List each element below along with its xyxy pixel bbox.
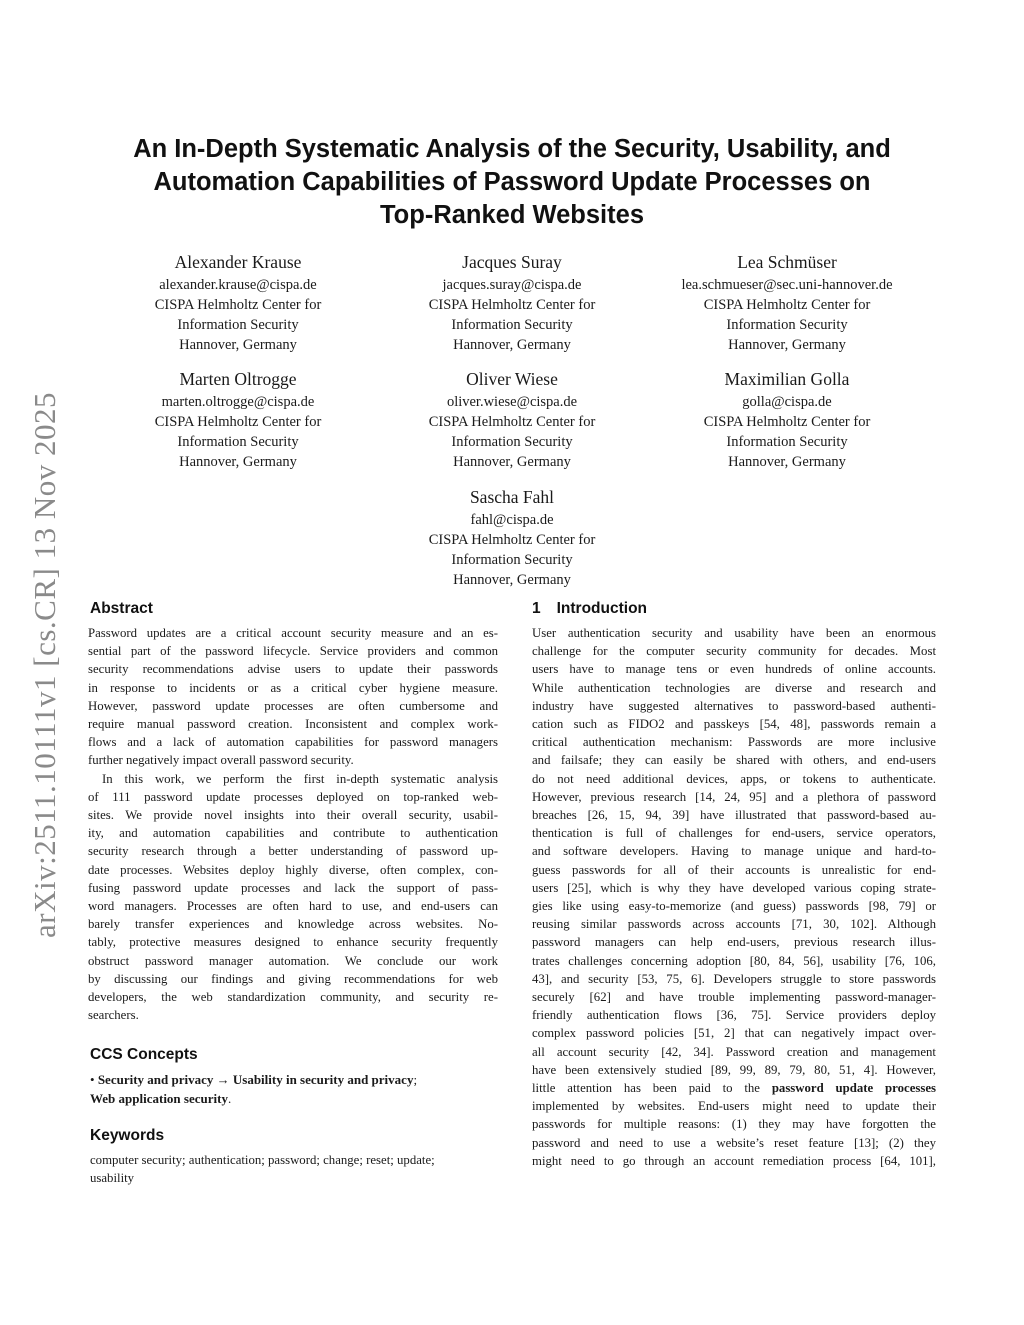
text-line: thentication is full of challenges for end-users, service operators, <box>532 826 936 841</box>
text-line-with-emphasis <box>532 1079 936 1097</box>
text-fragment: little attention has been paid to the <box>532 1081 760 1096</box>
text-line: tably, protective measures designed to enhance security frequently <box>88 935 498 950</box>
text-line: ity, and automation capabilities and contribute to authentication <box>88 826 498 841</box>
text-line: flows and a lack of automation capabilities for password managers <box>88 735 498 750</box>
text-line: breaches [26, 15, 94, 39] have illustrated that password-based au- <box>532 808 936 823</box>
text-line: sential part of the password lifecycle. Service providers and common <box>88 644 498 659</box>
author-name: Alexander Krause <box>174 252 302 272</box>
text-line: word managers. Processes are often hard to use, and end-users can <box>88 899 498 914</box>
keywords-line: computer security; authentication; password; change; reset; update; <box>90 1153 435 1167</box>
ccs-end: . <box>227 1091 232 1106</box>
text-line: users have to manage tens or even hundreds of online accounts. <box>532 662 936 677</box>
author-name: Maximilian Golla <box>724 369 850 389</box>
text-line: While authentication technologies are diverse and research and <box>532 680 936 695</box>
text-line: security research through a better understanding of password up- <box>88 844 498 859</box>
text-line: have been extensively studied [89, 99, 89, 79, 80, 51, 4]. However, <box>532 1062 936 1077</box>
text-line: by discussing our findings and giving recommendations for web <box>88 971 498 986</box>
text-line: password managers can help end-users, previous research illus- <box>532 935 936 950</box>
author-location: Hannover, Germany <box>179 454 297 470</box>
author-location: Hannover, Germany <box>453 337 571 353</box>
keywords-heading: Keywords <box>90 1127 165 1144</box>
keywords-line: usability <box>90 1171 135 1186</box>
title-line: Automation Capabilities of Password Update Processes on <box>153 168 871 196</box>
text-line: obstruct password manager automation. We conclude our work <box>88 953 498 968</box>
text-line: User authentication security and usability have been an enormous <box>532 626 936 640</box>
author-affiliation: Information Security <box>177 434 299 450</box>
text-line: cation such as FIDO2 and passkeys [54, 48], passwords remain a <box>532 717 936 732</box>
ccs-concept: Usability in security and privacy <box>232 1072 414 1087</box>
text-line: of 111 password update processes deployed on top-ranked web- <box>88 789 498 804</box>
author-affiliation: Information Security <box>451 552 573 568</box>
text-line: guess passwords for all of their accounts is unrealistic for end- <box>532 862 936 877</box>
text-line: reusing similar passwords across accounts [71, 30, 102]. Although <box>532 917 936 932</box>
text-line: in response to incidents or as a critical cyber hygiene measure. <box>88 680 498 695</box>
ccs-concepts <box>90 1070 500 1108</box>
text-line: security recommendations advise users to update their passwords <box>88 662 498 677</box>
author-name: Jacques Suray <box>462 252 562 272</box>
arxiv-identifier: arXiv:2511.10111v1 [cs.CR] 13 Nov 2025 <box>27 392 62 938</box>
text-line: further negatively impact overall password security. <box>88 753 354 768</box>
title-line: An In-Depth Systematic Analysis of the Security, Usability, and <box>133 135 891 163</box>
emphasis-phrase: password update processes <box>771 1081 936 1096</box>
author-affiliation: Information Security <box>726 317 848 333</box>
ccs-bullet: • <box>90 1072 95 1087</box>
author-name: Sascha Fahl <box>469 487 555 507</box>
author-affiliation: CISPA Helmholtz Center for <box>154 297 322 313</box>
author-affiliation: CISPA Helmholtz Center for <box>428 414 596 430</box>
section-number: 1 <box>532 600 541 617</box>
author-name: Marten Oltrogge <box>179 369 297 389</box>
text-line: gies like using easy-to-memorize (and guess) passwords [98, 79] or <box>532 899 936 914</box>
author-location: Hannover, Germany <box>453 572 571 588</box>
author-affiliation: Information Security <box>177 317 299 333</box>
author-email: golla@cispa.de <box>742 394 832 410</box>
author-location: Hannover, Germany <box>179 337 297 353</box>
text-line: sites. We provide novel insights into their overall security, usabil- <box>88 808 498 823</box>
text-line: require manual password creation. Inconsistent and complex work- <box>88 717 498 732</box>
author-block <box>88 250 388 355</box>
text-line: all account security [42, 34]. Password creation and management <box>532 1044 936 1059</box>
text-line: developers, the web standardization community, and security re- <box>88 990 498 1005</box>
author-block <box>88 367 388 472</box>
text-line: and failsafe; they can easily be shared with others, and end-users <box>532 753 936 768</box>
author-affiliation: Information Security <box>726 434 848 450</box>
ccs-separator: ; <box>413 1072 418 1087</box>
author-affiliation: CISPA Helmholtz Center for <box>428 297 596 313</box>
author-location: Hannover, Germany <box>728 454 846 470</box>
author-affiliation: Information Security <box>451 317 573 333</box>
title-line: Top-Ranked Websites <box>379 201 644 229</box>
author-email: jacques.suray@cispa.de <box>442 277 582 293</box>
text-line: friendly authentication flows [36, 75]. Service providers deploy <box>532 1008 936 1023</box>
text-line: trates challenges concerning adoption [80, 84, 56], usability [76, 106, <box>532 953 936 968</box>
text-line: However, previous research [14, 24, 95] and a plethora of password <box>532 789 936 804</box>
text-line: complex password policies [51, 2] that can negatively impact over- <box>532 1026 936 1041</box>
text-line: barely transfer experiences and knowledge across websites. No- <box>88 917 498 932</box>
ccs-concept: Security and privacy <box>97 1072 214 1087</box>
text-line: searchers. <box>88 1008 139 1023</box>
text-line: securely [62] and have trouble implementing password-manager- <box>532 990 936 1005</box>
keywords-list <box>90 1151 500 1187</box>
author-block <box>362 250 662 355</box>
intro-body <box>532 624 936 1170</box>
text-line: critical authentication mechanism: Passwords are more inclusive <box>532 735 936 750</box>
text-line: password and need to use a website’s reset feature [13]; (2) they <box>532 1135 936 1150</box>
text-line: Password updates are a critical account security measure and an es- <box>88 626 498 640</box>
text-line: However, password update processes are often cumbersome and <box>88 698 498 713</box>
author-email: fahl@cispa.de <box>470 512 554 528</box>
ccs-arrow: → <box>216 1072 230 1087</box>
text-line: In this work, we perform the first in-depth systematic analysis <box>102 771 498 786</box>
text-line: industry have suggested alternatives to password-based authenti- <box>532 698 936 713</box>
text-line: passwords for multiple reasons: (1) they may have forgotten the <box>532 1117 936 1132</box>
ccs-concept: Web application security <box>90 1091 228 1106</box>
text-line: implemented by websites. End-users might need to update their <box>532 1099 936 1114</box>
author-email: alexander.krause@cispa.de <box>159 277 317 293</box>
text-line: and software developers. Having to manage unique and hard-to- <box>532 844 936 859</box>
ccs-heading: CCS Concepts <box>90 1046 198 1063</box>
abstract-heading: Abstract <box>90 600 153 617</box>
author-affiliation: CISPA Helmholtz Center for <box>428 532 596 548</box>
text-line: might need to go through an account remediation process [64, 101], <box>532 1153 936 1168</box>
section-title: Introduction <box>556 600 648 617</box>
text-line: challenge for the computer security community for decades. Most <box>532 644 936 659</box>
text-line: do not need additional devices, apps, or tokens to authenticate. <box>532 771 936 786</box>
author-affiliation: CISPA Helmholtz Center for <box>703 297 871 313</box>
author-block <box>362 485 662 590</box>
author-name: Lea Schmüser <box>737 252 837 272</box>
author-email: marten.oltrogge@cispa.de <box>161 394 315 410</box>
author-block <box>637 367 937 472</box>
author-affiliation: Information Security <box>451 434 573 450</box>
author-location: Hannover, Germany <box>453 454 571 470</box>
author-affiliation: CISPA Helmholtz Center for <box>154 414 322 430</box>
author-email: oliver.wiese@cispa.de <box>446 394 578 410</box>
author-name: Oliver Wiese <box>466 369 558 389</box>
text-line: fusing password update processes and lack the support of pass- <box>88 880 498 895</box>
abstract-body <box>88 624 498 1024</box>
author-block <box>362 367 662 472</box>
author-location: Hannover, Germany <box>728 337 846 353</box>
author-affiliation: CISPA Helmholtz Center for <box>703 414 871 430</box>
paper-title <box>90 133 934 232</box>
text-line: users [25], which is why they have developed various coping strate- <box>532 880 936 895</box>
text-line: 43], and security [53, 75, 6]. Developers struggle to store passwords <box>532 971 936 986</box>
author-block <box>637 250 937 355</box>
author-email: lea.schmueser@sec.uni-hannover.de <box>681 277 893 293</box>
text-line: date processes. Websites deploy highly diverse, often complex, con- <box>88 862 498 877</box>
intro-heading <box>532 600 647 618</box>
